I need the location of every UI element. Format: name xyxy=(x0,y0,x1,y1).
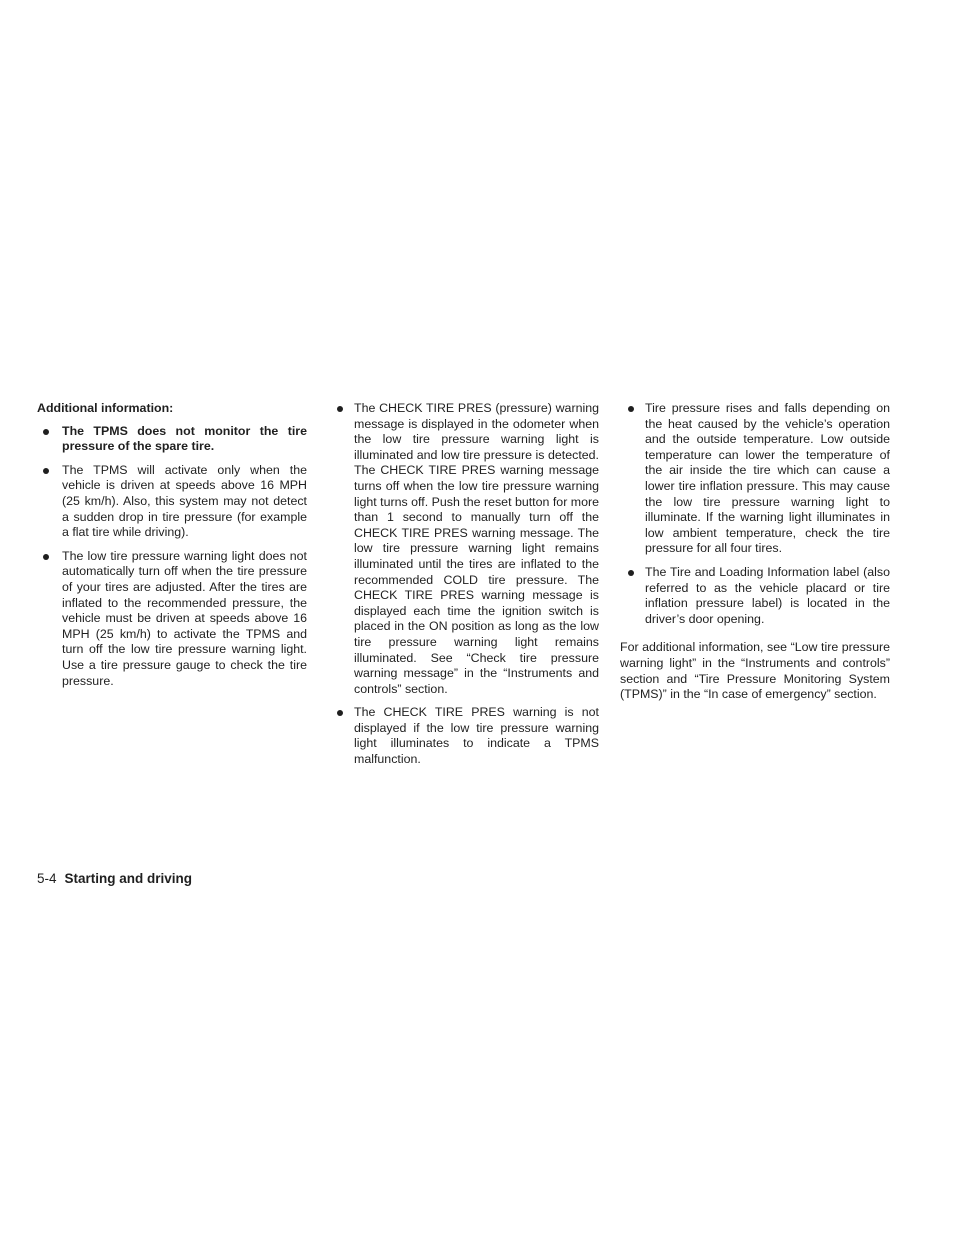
list-item: The Tire and Loading Information label (also referred to as the vehicle placard or tire inflation pressure label) is located in the driver’s door opening. xyxy=(628,565,890,627)
column-left xyxy=(37,401,307,697)
bullet-icon xyxy=(628,570,634,576)
column-middle xyxy=(337,401,599,776)
bullet-list xyxy=(37,424,307,690)
bullet-list xyxy=(337,401,599,768)
bullet-icon xyxy=(628,406,634,412)
bullet-list xyxy=(628,401,890,627)
bullet-icon xyxy=(337,710,343,716)
list-item: The low tire pressure warning light does not automatically turn off when the tire pressure of your tires are adjusted. After the tires are inflated to the recommended pressure, the vehicle must be driven at speeds above 16 MPH (25 km/h) to activate the TPMS and turn off the low tire pressure warning light. Use a tire pressure gauge to check the tire pressure. xyxy=(37,549,307,689)
bullet-icon xyxy=(43,554,49,560)
bullet-icon xyxy=(337,406,343,412)
page-number: 5-4 xyxy=(37,871,57,886)
list-item: Tire pressure rises and falls depending on the heat caused by the vehicle’s operation and the outside temperature. Low outside temperature can lower the temperature of the air inside the tire which can cause a lower tire inflation pressure. This may cause the low tire pressure warning light to illuminate. If the warning light illuminates in low ambient temperature, check the tire pressure for all four tires. xyxy=(628,401,890,557)
bullet-icon xyxy=(43,468,49,474)
section-title: Starting and driving xyxy=(64,871,193,886)
list-item: The TPMS will activate only when the vehicle is driven at speeds above 16 MPH (25 km/h). Also, this system may not detect a sudden drop in tire pressure (for example a flat tire while driving). xyxy=(37,463,307,541)
section-heading: Additional information: xyxy=(37,401,174,415)
reference-paragraph: For additional information, see “Low tire pressure warning light” in the “Instruments and controls” section and “Tire Pressure Monitoring System (TPMS)” in the “In case of emergency” section. xyxy=(620,640,890,702)
list-item: The CHECK TIRE PRES warning is not displayed if the low tire pressure warning light illuminates to indicate a TPMS malfunction. xyxy=(337,705,599,767)
bullet-icon xyxy=(43,429,49,435)
list-item: The TPMS does not monitor the tire pressure of the spare tire. xyxy=(37,424,307,455)
column-right xyxy=(620,401,890,703)
page-footer xyxy=(37,871,192,886)
list-item: The CHECK TIRE PRES (pressure) warning message is displayed in the odometer when the low tire pressure warning light is illuminated and low tire pressure is detected. The CHECK TIRE PRES warning message turns off when the low tire pressure warning light turns off. Push the reset button for more than 1 second to manually turn off the CHECK TIRE PRES warning message. The low tire pressure warning light remains illuminated until the tires are inflated to the recommended COLD tire pressure. The CHECK TIRE PRES warning message is displayed each time the ignition switch is placed in the ON position as long as the low tire pressure warning light remains illuminated. See “Check tire pressure warning message” in the “Instruments and controls” section. xyxy=(337,401,599,697)
